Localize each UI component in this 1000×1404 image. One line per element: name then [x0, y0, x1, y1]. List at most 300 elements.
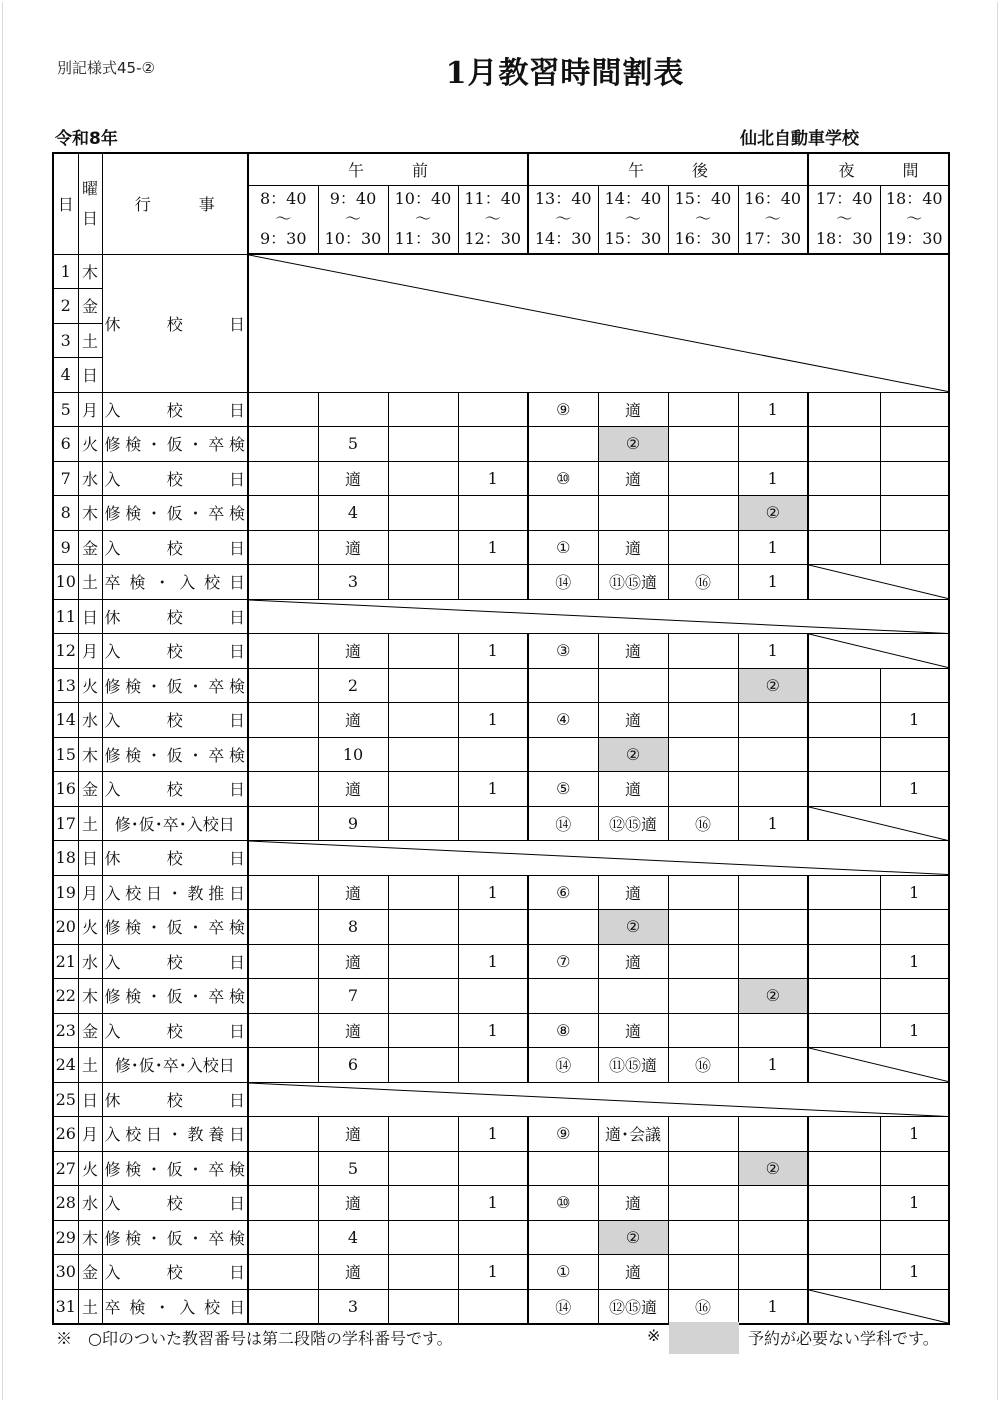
lesson-cell — [528, 737, 598, 772]
lesson-cell: 1 — [880, 1117, 949, 1152]
lesson-cell: 適 — [318, 530, 388, 565]
lesson-cell — [388, 910, 458, 945]
lesson-cell — [808, 1117, 880, 1152]
slot-tilde: ～ — [484, 209, 501, 229]
lesson-cell — [248, 772, 318, 807]
slot-end: 16：30 — [674, 229, 732, 249]
lesson-cell: 10 — [318, 737, 388, 772]
weekday: 木 — [78, 254, 102, 289]
lesson-cell: 1 — [738, 530, 808, 565]
lesson-cell — [248, 1013, 318, 1048]
lesson-cell: ⑥ — [528, 875, 598, 910]
lesson-cell: 1 — [458, 530, 528, 565]
lesson-cell — [388, 1289, 458, 1324]
diagonal-strike — [809, 1290, 948, 1323]
table-row — [53, 841, 949, 876]
day-number: 23 — [53, 1013, 78, 1048]
weekday: 木 — [78, 1220, 102, 1255]
lesson-cell — [248, 565, 318, 600]
header-weekday: 曜 日 — [78, 153, 102, 254]
weekday: 土 — [78, 1048, 102, 1083]
lesson-cell — [808, 875, 880, 910]
slot-tilde: ～ — [344, 209, 361, 229]
lesson-cell — [880, 910, 949, 945]
lesson-cell — [528, 1220, 598, 1255]
lesson-cell: 適 — [598, 875, 668, 910]
lesson-cell — [880, 530, 949, 565]
lesson-cell — [248, 944, 318, 979]
event-cell: 休校日 — [102, 599, 248, 634]
lesson-cell — [880, 392, 949, 427]
lesson-cell — [388, 875, 458, 910]
table-row — [53, 1220, 949, 1255]
lesson-cell — [808, 944, 880, 979]
lesson-cell — [388, 668, 458, 703]
event-cell: 修検・仮・卒検 — [102, 1220, 248, 1255]
lesson-cell: 1 — [880, 875, 949, 910]
lesson-cell — [248, 910, 318, 945]
lesson-cell — [388, 1013, 458, 1048]
lesson-cell: ⑯ — [668, 1289, 738, 1324]
table-row — [53, 427, 949, 462]
closed-diagonal-cell — [248, 1082, 949, 1117]
diagonal-strike — [249, 841, 948, 875]
lesson-cell — [248, 1289, 318, 1324]
table-row — [53, 910, 949, 945]
lesson-cell — [738, 875, 808, 910]
lesson-cell — [808, 1220, 880, 1255]
lesson-cell: 1 — [458, 1186, 528, 1221]
lesson-cell — [248, 875, 318, 910]
lesson-cell — [388, 461, 458, 496]
lesson-cell — [528, 668, 598, 703]
lesson-cell — [248, 1220, 318, 1255]
lesson-cell: 適 — [598, 634, 668, 669]
event-cell: 修検・仮・卒検 — [102, 1151, 248, 1186]
lesson-cell: 適 — [598, 461, 668, 496]
closed-diagonal-cell — [248, 599, 949, 634]
lesson-cell — [248, 461, 318, 496]
header-night: 夜 間 — [808, 153, 949, 185]
night-diagonal-cell — [808, 806, 949, 841]
slot-start: 18：40 — [885, 189, 943, 209]
weekday: 水 — [78, 461, 102, 496]
lesson-cell: 1 — [458, 875, 528, 910]
legend-mark: ※ — [647, 1326, 661, 1345]
lesson-cell: 1 — [458, 1255, 528, 1290]
lesson-cell: ⑭ — [528, 1048, 598, 1083]
slot-start: 13：40 — [534, 189, 592, 209]
slot-header — [808, 185, 880, 254]
lesson-cell: 1 — [738, 461, 808, 496]
table-row — [53, 1151, 949, 1186]
lesson-cell: ② — [738, 668, 808, 703]
lesson-cell: 5 — [318, 1151, 388, 1186]
slot-tilde: ～ — [764, 209, 781, 229]
night-diagonal-cell — [808, 565, 949, 600]
lesson-cell: 1 — [738, 806, 808, 841]
weekday: 木 — [78, 737, 102, 772]
lesson-cell — [458, 427, 528, 462]
lesson-cell — [808, 530, 880, 565]
lesson-cell — [738, 703, 808, 738]
lesson-cell — [668, 737, 738, 772]
lesson-cell — [668, 944, 738, 979]
lesson-cell: 適 — [598, 1186, 668, 1221]
lesson-cell — [808, 703, 880, 738]
lesson-cell — [598, 668, 668, 703]
lesson-cell — [808, 392, 880, 427]
lesson-cell: ⑭ — [528, 565, 598, 600]
lesson-cell: ④ — [528, 703, 598, 738]
lesson-cell: 1 — [880, 1186, 949, 1221]
slot-tilde: ～ — [414, 209, 431, 229]
lesson-cell — [458, 806, 528, 841]
event-cell: 入校日・教推日 — [102, 875, 248, 910]
lesson-cell: 1 — [458, 1013, 528, 1048]
event-cell: 入校日 — [102, 944, 248, 979]
table-row — [53, 496, 949, 531]
lesson-cell — [808, 496, 880, 531]
lesson-cell — [808, 1186, 880, 1221]
lesson-cell — [458, 1289, 528, 1324]
lesson-cell — [668, 1186, 738, 1221]
lesson-cell: ⑭ — [528, 1289, 598, 1324]
weekday: 水 — [78, 1186, 102, 1221]
lesson-cell: 1 — [458, 772, 528, 807]
lesson-cell: ② — [738, 979, 808, 1014]
table-row — [53, 461, 949, 496]
lesson-cell — [248, 1255, 318, 1290]
lesson-cell — [248, 496, 318, 531]
lesson-cell — [388, 703, 458, 738]
lesson-cell — [598, 979, 668, 1014]
day-number: 9 — [53, 530, 78, 565]
night-diagonal-cell — [808, 1048, 949, 1083]
slot-end: 10：30 — [324, 229, 382, 249]
lesson-cell — [248, 1151, 318, 1186]
lesson-cell — [598, 496, 668, 531]
table-row — [53, 254, 949, 289]
event-cell: 入校日・教養日 — [102, 1117, 248, 1152]
lesson-cell — [388, 1220, 458, 1255]
table-row — [53, 565, 949, 600]
lesson-cell: ⑭ — [528, 806, 598, 841]
lesson-cell: 1 — [738, 565, 808, 600]
event-cell: 修検・仮・卒検 — [102, 979, 248, 1014]
slot-tilde: ～ — [836, 209, 853, 229]
lesson-cell — [318, 392, 388, 427]
day-number: 19 — [53, 875, 78, 910]
event-cell: 修･仮･卒･入校日 — [102, 806, 248, 841]
lesson-cell: ⑧ — [528, 1013, 598, 1048]
lesson-cell: 1 — [880, 772, 949, 807]
night-diagonal-cell — [808, 1289, 949, 1324]
lesson-cell: 適 — [598, 1255, 668, 1290]
lesson-cell — [248, 979, 318, 1014]
lesson-cell: 適 — [318, 944, 388, 979]
lesson-cell — [388, 634, 458, 669]
lesson-cell — [738, 1013, 808, 1048]
lesson-cell — [668, 979, 738, 1014]
lesson-cell — [808, 979, 880, 1014]
lesson-cell: 4 — [318, 1220, 388, 1255]
lesson-cell: ⑩ — [528, 1186, 598, 1221]
slot-header — [880, 185, 949, 254]
lesson-cell: 適 — [598, 392, 668, 427]
day-number: 6 — [53, 427, 78, 462]
lesson-cell: 1 — [880, 1013, 949, 1048]
lesson-cell — [388, 496, 458, 531]
lesson-cell: 適 — [318, 634, 388, 669]
lesson-cell: 1 — [738, 634, 808, 669]
lesson-cell: 適 — [318, 1013, 388, 1048]
event-cell: 休校日 — [102, 841, 248, 876]
slot-tilde: ～ — [275, 209, 292, 229]
lesson-cell: ② — [738, 496, 808, 531]
slot-tilde: ～ — [906, 209, 923, 229]
lesson-cell: 1 — [880, 703, 949, 738]
lesson-cell — [458, 668, 528, 703]
slot-end: 12：30 — [464, 229, 522, 249]
legend-shade-swatch — [669, 1322, 739, 1354]
lesson-cell — [738, 910, 808, 945]
lesson-cell: ⑫⑮適 — [598, 806, 668, 841]
table-row — [53, 806, 949, 841]
table-row — [53, 530, 949, 565]
lesson-cell — [248, 1048, 318, 1083]
lesson-cell — [598, 1151, 668, 1186]
lesson-cell — [668, 461, 738, 496]
slot-header — [528, 185, 598, 254]
lesson-cell: 適 — [598, 944, 668, 979]
weekday: 月 — [78, 875, 102, 910]
weekday: 金 — [78, 289, 102, 324]
day-number: 26 — [53, 1117, 78, 1152]
closed-diagonal-cell — [248, 841, 949, 876]
lesson-cell — [880, 737, 949, 772]
form-number: 別記様式45-② — [57, 59, 155, 77]
day-number: 2 — [53, 289, 78, 324]
lesson-cell — [668, 1255, 738, 1290]
slot-header — [388, 185, 458, 254]
slot-start: 8：40 — [259, 189, 307, 209]
lesson-cell — [738, 944, 808, 979]
lesson-cell — [668, 1013, 738, 1048]
weekday: 土 — [78, 806, 102, 841]
lesson-cell: ⑪⑮適 — [598, 1048, 668, 1083]
day-number: 5 — [53, 392, 78, 427]
event-cell: 修検・仮・卒検 — [102, 737, 248, 772]
lesson-cell — [388, 392, 458, 427]
lesson-cell: ① — [528, 1255, 598, 1290]
table-row — [53, 737, 949, 772]
lesson-cell — [668, 703, 738, 738]
day-number: 30 — [53, 1255, 78, 1290]
day-number: 27 — [53, 1151, 78, 1186]
table-row — [53, 599, 949, 634]
day-number: 16 — [53, 772, 78, 807]
lesson-cell — [808, 737, 880, 772]
event-cell: 入校日 — [102, 772, 248, 807]
weekday: 月 — [78, 634, 102, 669]
lesson-cell — [738, 1186, 808, 1221]
weekday: 木 — [78, 979, 102, 1014]
timetable — [52, 152, 950, 1325]
lesson-cell — [388, 772, 458, 807]
slot-end: 15：30 — [604, 229, 662, 249]
diagonal-strike — [809, 565, 948, 599]
lesson-cell — [248, 1186, 318, 1221]
lesson-cell — [528, 979, 598, 1014]
lesson-cell: 1 — [738, 1048, 808, 1083]
day-number: 31 — [53, 1289, 78, 1324]
lesson-cell: 4 — [318, 496, 388, 531]
lesson-cell: 1 — [738, 1289, 808, 1324]
lesson-cell: 8 — [318, 910, 388, 945]
day-number: 4 — [53, 358, 78, 393]
event-cell: 修検・仮・卒検 — [102, 427, 248, 462]
lesson-cell: ⑨ — [528, 1117, 598, 1152]
lesson-cell — [248, 668, 318, 703]
slot-start: 15：40 — [674, 189, 732, 209]
lesson-cell — [458, 565, 528, 600]
lesson-cell — [528, 910, 598, 945]
lesson-cell — [880, 979, 949, 1014]
weekday: 火 — [78, 1151, 102, 1186]
lesson-cell: ③ — [528, 634, 598, 669]
day-number: 3 — [53, 323, 78, 358]
lesson-cell — [880, 668, 949, 703]
day-number: 25 — [53, 1082, 78, 1117]
diagonal-strike — [809, 634, 948, 668]
slot-end: 17：30 — [744, 229, 802, 249]
lesson-cell — [808, 668, 880, 703]
day-number: 7 — [53, 461, 78, 496]
lesson-cell — [458, 979, 528, 1014]
weekday: 水 — [78, 944, 102, 979]
event-cell: 入校日 — [102, 392, 248, 427]
lesson-cell: 適 — [318, 461, 388, 496]
lesson-cell: ⑯ — [668, 565, 738, 600]
slot-header — [458, 185, 528, 254]
event-cell: 入校日 — [102, 530, 248, 565]
lesson-cell — [458, 737, 528, 772]
lesson-cell: ② — [738, 1151, 808, 1186]
event-cell: 修検・仮・卒検 — [102, 496, 248, 531]
lesson-cell — [668, 668, 738, 703]
lesson-cell: 適 — [598, 703, 668, 738]
lesson-cell: ⑯ — [668, 806, 738, 841]
slot-end: 19：30 — [885, 229, 943, 249]
table-row — [53, 634, 949, 669]
slot-tilde: ～ — [624, 209, 641, 229]
table-row — [53, 875, 949, 910]
event-cell: 入校日 — [102, 1255, 248, 1290]
weekday: 木 — [78, 496, 102, 531]
lesson-cell — [388, 944, 458, 979]
lesson-cell — [808, 427, 880, 462]
lesson-cell: 適 — [598, 772, 668, 807]
lesson-cell — [248, 703, 318, 738]
lesson-cell — [668, 530, 738, 565]
table-row — [53, 1082, 949, 1117]
table-row — [53, 1186, 949, 1221]
weekday: 日 — [78, 358, 102, 393]
event-cell: 入校日 — [102, 461, 248, 496]
lesson-cell: ① — [528, 530, 598, 565]
lesson-cell — [668, 772, 738, 807]
weekday: 日 — [78, 841, 102, 876]
lesson-cell — [388, 1151, 458, 1186]
lesson-cell — [248, 530, 318, 565]
table-row — [53, 1255, 949, 1290]
lesson-cell: 適･会議 — [598, 1117, 668, 1152]
header-am: 午 前 — [248, 153, 528, 185]
lesson-cell: 適 — [318, 875, 388, 910]
slot-header — [738, 185, 808, 254]
lesson-cell: 6 — [318, 1048, 388, 1083]
weekday: 火 — [78, 427, 102, 462]
header-event: 行 事 — [102, 153, 248, 254]
lesson-cell — [668, 392, 738, 427]
lesson-cell — [388, 806, 458, 841]
event-cell: 修検・仮・卒検 — [102, 910, 248, 945]
legend-shade-note: 予約が必要ない学科です。 — [748, 1329, 939, 1348]
table-row — [53, 772, 949, 807]
lesson-cell: 1 — [458, 703, 528, 738]
lesson-cell — [388, 1117, 458, 1152]
lesson-cell — [808, 1255, 880, 1290]
lesson-cell: 適 — [318, 1186, 388, 1221]
weekday: 土 — [78, 565, 102, 600]
lesson-cell — [880, 1151, 949, 1186]
weekday: 土 — [78, 323, 102, 358]
day-number: 17 — [53, 806, 78, 841]
lesson-cell — [880, 461, 949, 496]
lesson-cell — [668, 1220, 738, 1255]
slot-tilde: ～ — [555, 209, 572, 229]
slot-tilde: ～ — [694, 209, 711, 229]
slot-header — [598, 185, 668, 254]
day-number: 10 — [53, 565, 78, 600]
event-cell: 修検・仮・卒検 — [102, 668, 248, 703]
legend-circle-note: ※ ○印のついた教習番号は第二段階の学科番号です。 — [56, 1329, 453, 1348]
weekday: 火 — [78, 668, 102, 703]
lesson-cell — [808, 772, 880, 807]
lesson-cell: ⑫⑮適 — [598, 1289, 668, 1324]
lesson-cell — [248, 737, 318, 772]
lesson-cell: ⑪⑮適 — [598, 565, 668, 600]
lesson-cell: 1 — [458, 461, 528, 496]
lesson-cell — [248, 634, 318, 669]
era-year: 令和8年 — [55, 129, 118, 149]
weekday: 土 — [78, 1289, 102, 1324]
lesson-cell — [668, 427, 738, 462]
event-cell: 入校日 — [102, 1013, 248, 1048]
lesson-cell — [388, 565, 458, 600]
lesson-cell: 適 — [318, 1255, 388, 1290]
lesson-cell — [248, 427, 318, 462]
lesson-cell — [388, 1186, 458, 1221]
lesson-cell — [808, 461, 880, 496]
slot-start: 14：40 — [604, 189, 662, 209]
lesson-cell: 適 — [598, 1013, 668, 1048]
closed-diagonal-cell — [248, 254, 949, 392]
slot-start: 16：40 — [744, 189, 802, 209]
event-cell: 卒検・入校日 — [102, 565, 248, 600]
weekday: 水 — [78, 703, 102, 738]
